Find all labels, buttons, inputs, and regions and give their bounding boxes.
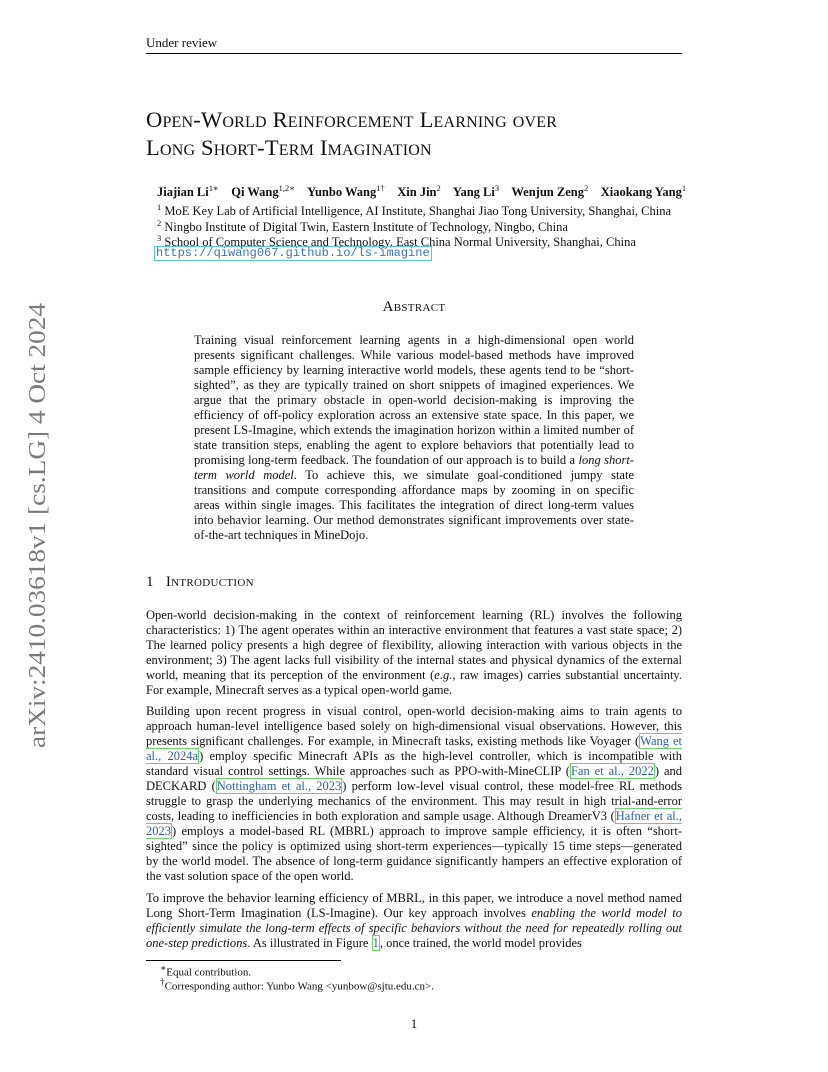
paragraph-text: Open-world decision-making in the context of reinforcement learning (RL) involves the following characteristics: 1) The agent operates within an interactive environment that features a vast state space; 2) The learned policy presents a high degree of flexibility, allowing interaction with various objects in the environment; 3) The agent lacks full visibility of the internal states and physical dynamics of the external world, meaning that its perception of the environment (: [146, 608, 682, 682]
author-name: Yunbo Wang: [307, 185, 377, 200]
author-affil-mark: 1∗: [208, 183, 219, 193]
paragraph-emphasis: enabling the world model to efficiently simulate the long-term effects of specific behaviors without the need for repeatedly rolling out one-step predictions: [146, 906, 682, 950]
paragraph-text: , raw images) carries substantial uncertainty. For example, Minecraft serves as a typical open-world game.: [146, 668, 682, 697]
footnote-mark: ∗: [160, 963, 167, 973]
author-affil-mark: 1,2∗: [278, 183, 296, 193]
affiliation-mark: 1: [157, 202, 162, 212]
author-name: Qi Wang: [231, 185, 279, 200]
arxiv-identifier: arXiv:2410.03618v1 [cs.LG] 4 Oct 2024: [25, 356, 51, 748]
footnote-mark: †: [160, 977, 165, 987]
affiliation-text: School of Computer Science and Technology, East China Normal University, Shanghai, China: [164, 235, 636, 250]
citation-link[interactable]: Hafner et al., 2023: [146, 809, 682, 838]
author-affil-mark: 2: [436, 183, 441, 193]
abstract-text: Training visual reinforcement learning agents in a high-dimensional open world presents significant challenges. While various model-based methods have improved sample efficiency by learning interactive world models, these agents tend to be “short-sighted”, as they are typically trained on short snippets of imagined experiences. We argue that the primary obstacle in open-world decision-making is improving the efficiency of off-policy exploration across an extensive state space. In this paper, we present LS-Imagine, which extends the imagination horizon within a limited number of state transition steps, enabling the agent to explore behaviors that potentially lead to promising long-term feedback. The foundation of our approach is to build a: [194, 333, 634, 467]
figure-reference-link[interactable]: 1: [372, 936, 379, 950]
intro-paragraph-1: [146, 608, 682, 698]
title-line-2: Long Short-Term Imagination: [146, 135, 432, 160]
paragraph-text: ) employs a model-based RL (MBRL) approach to improve sample efficiency, it is often “short-sighted” since the policy is optimized using short-term experiences—typically 15 time steps—generated by the world model. The absence of long-term guidance significantly hampers an effective exploration of the vast solution space of the open world.: [146, 824, 682, 883]
paragraph-text: ) employ specific Minecraft APIs as the high-level controller, which is incompatible with standard visual control settings. While approaches such as PPO-with-MineCLIP (: [146, 749, 682, 778]
running-head: Under review: [146, 35, 218, 50]
paragraph-text: Building upon recent progress in visual control, open-world decision-making aims to train agents to approach human-level intelligence based solely on high-dimensional visual observations. However, this presents significant challenges. For example, in Minecraft tasks, existing methods like Voyager (: [146, 704, 682, 748]
affiliation-text: MoE Key Lab of Artificial Intelligence, AI Institute, Shanghai Jiao Tong University, Shanghai, China: [164, 204, 672, 219]
header-rule: [146, 53, 682, 54]
section-number: 1: [146, 574, 154, 590]
abstract-heading: Abstract: [382, 299, 446, 315]
abstract-body: [194, 333, 634, 543]
author-affil-mark: 3: [494, 183, 500, 193]
paragraph-text: ) perform low-level visual control, these model-free RL methods struggle to grasp the underlying mechanics of the environment. This may result in high trial-and-error costs, leading to inefficiencies in both exploration and sample usage. Although DreamerV3 (: [146, 779, 682, 823]
paragraph-text: ) and DECKARD (: [146, 764, 682, 793]
page-number: 1: [410, 1016, 418, 1031]
paper-title: [146, 106, 557, 162]
intro-paragraph-3: [146, 891, 682, 951]
affiliation-mark: 2: [157, 217, 162, 228]
author-affil-mark: 1: [681, 183, 687, 193]
section-title: Introduction: [165, 574, 254, 590]
author-affil-mark: 2: [583, 183, 589, 193]
abstract-emphasis: long short-term world model: [194, 453, 634, 482]
author-name: Xin Jin: [397, 185, 437, 200]
abstract-text: . To achieve this, we simulate goal-conditioned jumpy state transitions and compute corresponding affordance maps by zooming in on specific areas within single images. This facilitates the integration of direct long-term values into behavior learning. Our method demonstrates significant improvements over state-of-the-art techniques in MineDojo.: [194, 468, 634, 542]
paragraph-text: , once trained, the world model provides: [379, 936, 582, 950]
citation-link[interactable]: Fan et al., 2022: [570, 764, 654, 778]
footnote-corresponding-author: [160, 977, 434, 993]
author-name: Xiaokang Yang: [600, 185, 682, 200]
citation-link[interactable]: Wang et al., 2024a: [146, 734, 683, 763]
project-url-link[interactable]: https://qiwang067.github.io/ls-imagine: [156, 246, 430, 260]
author-list: [157, 183, 686, 200]
footnote-rule: [146, 960, 341, 961]
author-name: Yang Li: [452, 185, 495, 200]
paragraph-text: To improve the behavior learning efficiency of MBRL, in this paper, we introduce a novel method named Long Short-Term Imagination (LS-Imagine). Our key approach involves: [146, 891, 682, 920]
author-name: Jiajian Li: [157, 185, 209, 200]
affiliation-mark: 3: [157, 233, 162, 243]
footnote-text: Equal contribution.: [166, 966, 252, 979]
title-line-1: Open-World Reinforcement Learning over: [146, 107, 558, 132]
paragraph-emphasis: e.g.: [434, 668, 453, 682]
footnote-text: Corresponding author: Yunbo Wang <yunbow@sjtu.edu.cn>.: [164, 980, 435, 993]
author-name: Wenjun Zeng: [511, 185, 584, 200]
author-affil-mark: 1†: [376, 183, 385, 193]
intro-paragraph-2: [146, 704, 682, 884]
citation-link[interactable]: Nottingham et al., 2023: [216, 779, 342, 793]
affiliation-text: Ningbo Institute of Digital Twin, Eastern Institute of Technology, Ningbo, China: [164, 219, 568, 234]
arxiv-sidebar-stamp: [22, 290, 52, 760]
paragraph-text: . As illustrated in Figure: [247, 936, 372, 950]
section-heading: [146, 574, 254, 591]
